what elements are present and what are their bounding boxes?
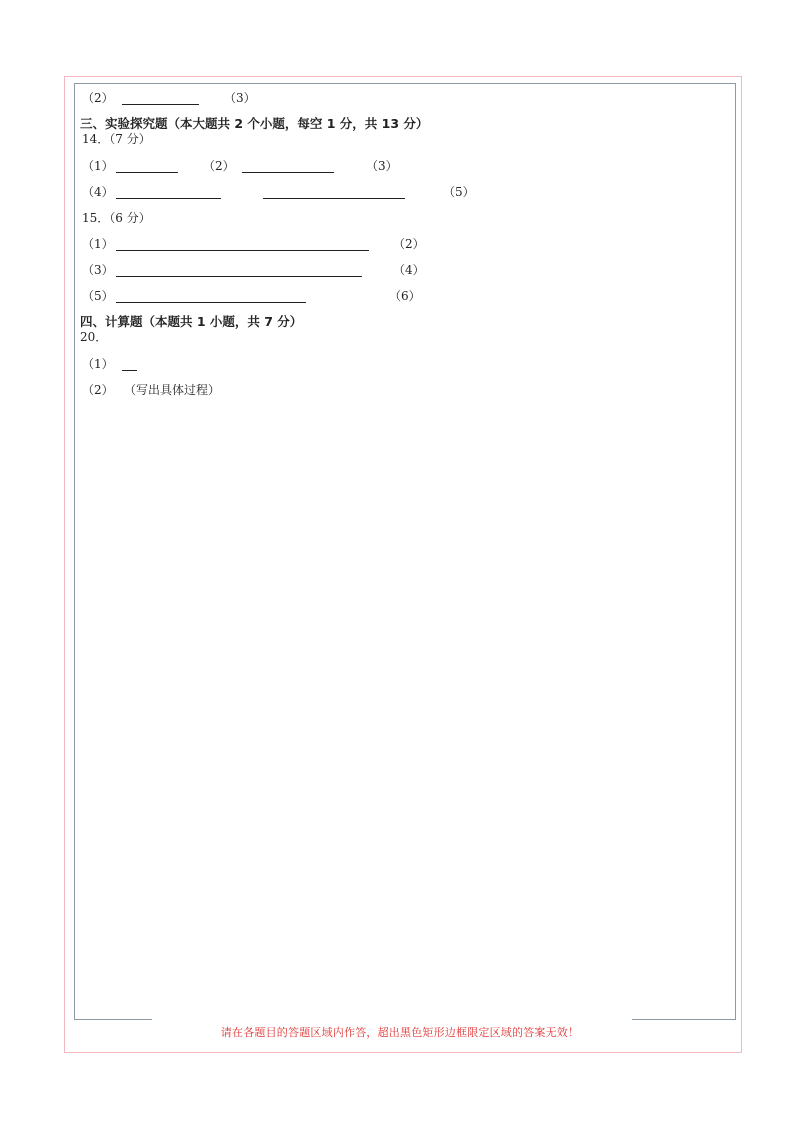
q15-label-3: （3） bbox=[82, 263, 114, 277]
q14-label-1: （1） bbox=[82, 159, 114, 173]
answer-area-notice: 请在各题目的答题区域内作答，超出黑色矩形边框限定区域的答案无效！ bbox=[220, 1026, 580, 1039]
q15-label-4: （4） bbox=[393, 263, 425, 277]
q14-blank-2[interactable] bbox=[242, 172, 334, 173]
q14-label-4: （4） bbox=[82, 185, 114, 199]
q20-label-2: （2） bbox=[82, 383, 114, 397]
q15-blank-3[interactable] bbox=[116, 276, 362, 277]
q20-hint: （写出具体过程） bbox=[124, 383, 221, 397]
q20-blank-1[interactable] bbox=[122, 370, 137, 371]
q15-label-1: （1） bbox=[82, 237, 114, 251]
q15-label-2: （2） bbox=[393, 237, 425, 251]
question-20-number: 20． bbox=[80, 330, 108, 344]
question-14-number: 14．（7 分） bbox=[82, 132, 151, 146]
q15-label-6: （6） bbox=[389, 289, 421, 303]
q14-label-2: （2） bbox=[203, 159, 235, 173]
section-4-title: 四、计算题（本题共 1 小题，共 7 分） bbox=[80, 314, 303, 329]
prev-question-blank-2[interactable] bbox=[122, 104, 199, 105]
q14-label-3: （3） bbox=[366, 159, 398, 173]
q14-blank-4a[interactable] bbox=[116, 198, 221, 199]
answer-area-border bbox=[74, 83, 736, 1020]
prev-question-label-2: （2） bbox=[82, 91, 114, 105]
q15-blank-5[interactable] bbox=[116, 302, 306, 303]
q14-blank-1[interactable] bbox=[116, 172, 178, 173]
q20-label-1: （1） bbox=[82, 357, 114, 371]
q15-blank-1[interactable] bbox=[116, 250, 369, 251]
q14-label-5: （5） bbox=[443, 185, 475, 199]
q14-blank-4b[interactable] bbox=[263, 198, 405, 199]
answer-area-bottom-right-rule bbox=[632, 1019, 736, 1020]
q15-label-5: （5） bbox=[82, 289, 114, 303]
section-3-title: 三、实验探究题（本大题共 2 个小题，每空 1 分，共 13 分） bbox=[80, 116, 429, 131]
answer-area-bottom-left-rule bbox=[74, 1019, 152, 1020]
question-15-number: 15．（6 分） bbox=[82, 211, 151, 225]
prev-question-label-3: （3） bbox=[224, 91, 256, 105]
